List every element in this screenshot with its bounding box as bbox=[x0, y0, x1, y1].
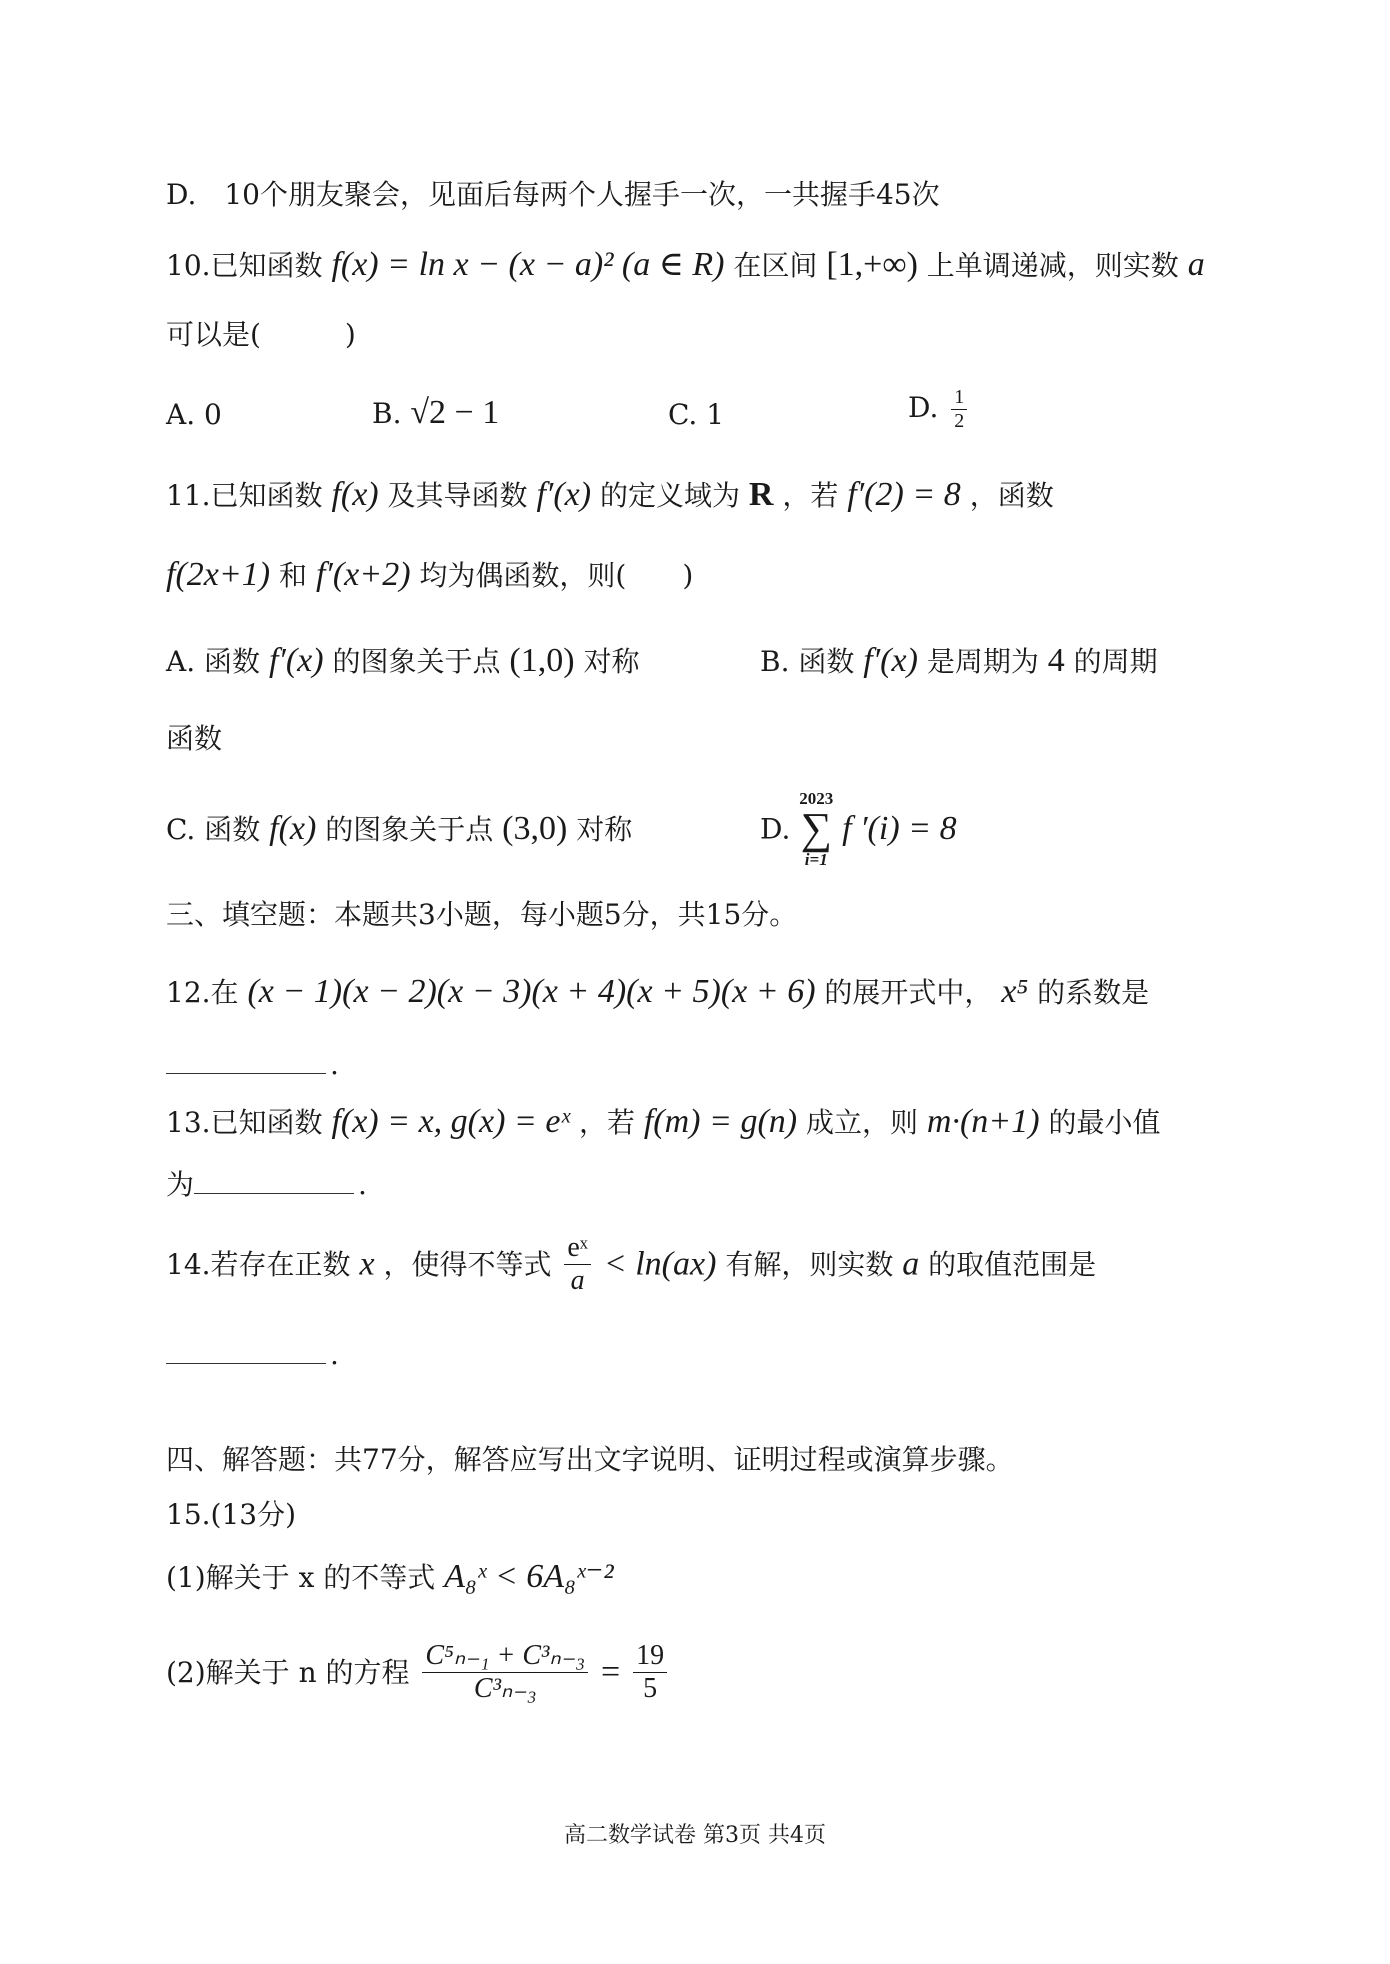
q14-stem-line1 bbox=[166, 1232, 1096, 1297]
q11-R: R bbox=[748, 476, 774, 513]
q14-den: a bbox=[570, 1265, 585, 1297]
q12-answer-line bbox=[166, 1048, 339, 1082]
q15-p2-rfraction bbox=[633, 1640, 667, 1705]
q11-opt-b-mid: 是周期为 bbox=[926, 645, 1039, 678]
q13-stem-d: 的最小值 bbox=[1048, 1106, 1161, 1139]
q11-stem-b: 及其导函数 bbox=[387, 479, 528, 512]
q15-p2-rnum: 19 bbox=[633, 1640, 667, 1673]
q15-p2-text: (2)解关于 n 的方程 bbox=[166, 1655, 410, 1689]
q13-cond: f(m) = g(n) bbox=[643, 1103, 798, 1140]
q11-opt-b-num: 4 bbox=[1047, 642, 1065, 679]
q11-opt-b-math: f′(x) bbox=[863, 642, 918, 679]
q10-option-d-num: 1 bbox=[951, 386, 967, 410]
q14-answer-line bbox=[166, 1338, 339, 1372]
q13-answer-line bbox=[166, 1168, 367, 1202]
q10-option-d-label: D. bbox=[908, 391, 939, 424]
q11-option-d bbox=[760, 790, 957, 868]
q12-stem-b: 的展开式中， bbox=[824, 976, 993, 1009]
q14-var: x bbox=[359, 1245, 375, 1283]
q11-stem-c: 的定义域为 bbox=[599, 479, 740, 512]
q10-formula: f(x) = ln x − (x − a)² (a ∈ R) bbox=[331, 246, 725, 283]
q10-var: a bbox=[1187, 246, 1205, 283]
q14-stem-c: 有解，则实数 bbox=[725, 1247, 894, 1281]
q14-end: . bbox=[330, 1338, 339, 1371]
q10-stem-d: 可以是( ) bbox=[166, 318, 356, 351]
q14-answer-blank[interactable] bbox=[166, 1362, 326, 1364]
q11-stem-line2 bbox=[166, 555, 693, 596]
q10-option-c: C. 1 bbox=[668, 398, 725, 431]
q10-stem-line1 bbox=[166, 245, 1205, 286]
q11-stem-e: ，函数 bbox=[969, 479, 1054, 512]
q14-var2: a bbox=[902, 1245, 920, 1283]
q11-opt-b-pre: B. 函数 bbox=[760, 645, 855, 678]
q15-p2-fraction bbox=[422, 1640, 588, 1705]
q13-stem-a: 13.已知函数 bbox=[166, 1106, 323, 1139]
q10-interval: [1,+∞) bbox=[826, 246, 918, 283]
q11-fp: f′(x) bbox=[536, 476, 592, 513]
q11-opt-a-pt: (1,0) bbox=[509, 642, 575, 679]
q11-cond: f′(2) = 8 bbox=[847, 476, 961, 513]
q15-p1-text: (1)解关于 x 的不等式 bbox=[166, 1561, 436, 1594]
q13-stem-e: 为 bbox=[166, 1168, 195, 1201]
q14-stem-b: ，使得不等式 bbox=[383, 1247, 552, 1281]
q11-opt-c-pt: (3,0) bbox=[502, 810, 568, 847]
q14-stem-a: 14.若存在正数 bbox=[166, 1247, 351, 1281]
q13-end: . bbox=[358, 1168, 367, 1201]
q15-p2-eq: = bbox=[601, 1653, 621, 1691]
q11-opt-d-sigma: ∑ bbox=[800, 804, 832, 853]
q11-opt-d-expr: f ′(i) = 8 bbox=[842, 810, 957, 847]
q11-f2: f(2x+1) bbox=[166, 556, 271, 593]
q14-rhs: < ln(ax) bbox=[603, 1245, 717, 1283]
q11-opt-a-pre: A. 函数 bbox=[166, 645, 261, 678]
q12-expr: (x − 1)(x − 2)(x − 3)(x + 4)(x + 5)(x + 6) bbox=[247, 973, 816, 1010]
q12-stem-line1 bbox=[166, 972, 1149, 1013]
q10-option-b-math: √2 − 1 bbox=[410, 394, 500, 431]
q12-answer-blank[interactable] bbox=[166, 1072, 326, 1074]
q11-opt-b-cont: 函数 bbox=[166, 722, 223, 755]
q11-option-b bbox=[760, 640, 1158, 680]
q10-option-a: A. 0 bbox=[166, 398, 222, 431]
q13-stem-line1 bbox=[166, 1102, 1161, 1143]
q11-stem-line1 bbox=[166, 475, 1054, 516]
q11-fp2: f′(x+2) bbox=[315, 556, 411, 593]
section4-heading: 四、解答题：共77分，解答应写出文字说明、证明过程或演算步骤。 bbox=[166, 1443, 1014, 1476]
q11-opt-d-bot: i=1 bbox=[804, 850, 828, 869]
q13-expr: f(x) = x, g(x) = eˣ bbox=[331, 1103, 571, 1140]
q14-fraction bbox=[564, 1232, 591, 1297]
q15-part2 bbox=[166, 1640, 671, 1705]
q11-opt-a-math: f′(x) bbox=[268, 642, 324, 679]
q13-answer-blank[interactable] bbox=[194, 1192, 354, 1194]
q11-stem-d: ，若 bbox=[782, 479, 839, 512]
q13-stem-c: 成立，则 bbox=[806, 1106, 919, 1139]
q11-opt-d-sum bbox=[799, 790, 833, 868]
q15-p2-num: C⁵ₙ₋₁ + C³ₙ₋₃ bbox=[422, 1640, 588, 1673]
q10-stem-c: 上单调递减，则实数 bbox=[926, 249, 1179, 282]
q11-stem-f: 和 bbox=[279, 559, 308, 592]
q10-option-d bbox=[908, 386, 971, 433]
q13-stem-b: ，若 bbox=[578, 1106, 635, 1139]
q10-option-d-den: 2 bbox=[954, 410, 965, 432]
q15-title: 15.(13分) bbox=[166, 1498, 297, 1531]
q11-opt-c-mid: 的图象关于点 bbox=[325, 813, 494, 846]
q11-opt-a-end: 对称 bbox=[583, 645, 640, 678]
q15-p2-den: C³ₙ₋₃ bbox=[473, 1673, 537, 1705]
q11-option-a bbox=[166, 640, 639, 680]
q11-opt-d-label: D. bbox=[760, 812, 791, 846]
q14-num: eˣ bbox=[564, 1232, 591, 1265]
q9-option-d: D. 10个朋友聚会，见面后每两个人握手一次，一共握手45次 bbox=[166, 178, 940, 211]
q11-opt-c-end: 对称 bbox=[576, 813, 633, 846]
q12-stem-c: 的系数是 bbox=[1037, 976, 1150, 1009]
q13-target: m·(n+1) bbox=[926, 1103, 1040, 1140]
q12-stem-a: 12.在 bbox=[166, 976, 239, 1009]
q14-stem-d: 的取值范围是 bbox=[928, 1247, 1097, 1281]
q10-option-d-fraction bbox=[951, 386, 967, 433]
page-footer: 高二数学试卷 第3页 共4页 bbox=[564, 1823, 826, 1848]
q11-opt-b-end: 的周期 bbox=[1073, 645, 1158, 678]
q15-p2-rden: 5 bbox=[643, 1673, 658, 1705]
q10-stem-b: 在区间 bbox=[733, 249, 818, 282]
q11-f: f(x) bbox=[331, 476, 379, 513]
q11-option-c bbox=[166, 808, 632, 848]
q10-option-b bbox=[372, 394, 499, 432]
q10-stem-a: 10.已知函数 bbox=[166, 249, 323, 282]
q11-opt-c-pre: C. 函数 bbox=[166, 813, 261, 846]
q10-option-b-label: B. bbox=[372, 397, 402, 430]
q11-opt-d-top: 2023 bbox=[799, 789, 834, 808]
q11-stem-a: 11.已知函数 bbox=[166, 479, 323, 512]
section3-heading: 三、填空题：本题共3小题，每小题5分，共15分。 bbox=[166, 898, 798, 931]
q12-end: . bbox=[330, 1048, 339, 1081]
q15-p1-math: A₈ˣ < 6A₈ˣ⁻² bbox=[444, 1558, 614, 1595]
q11-opt-c-math: f(x) bbox=[269, 810, 317, 847]
q12-term: x⁵ bbox=[1001, 973, 1029, 1010]
q15-part1 bbox=[166, 1557, 614, 1598]
q11-stem-g: 均为偶函数，则( ) bbox=[419, 559, 694, 592]
q11-opt-a-mid: 的图象关于点 bbox=[332, 645, 501, 678]
